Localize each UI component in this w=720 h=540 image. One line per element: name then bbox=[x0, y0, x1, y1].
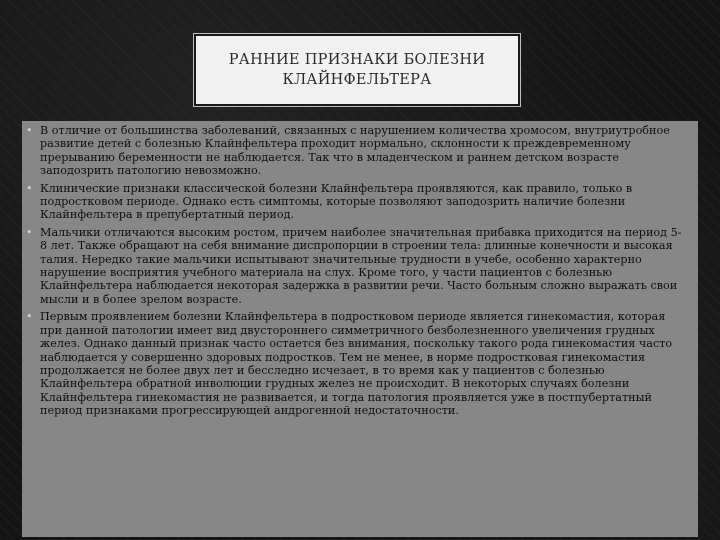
bullet-text: В отличие от большинства заболеваний, связанных с нарушением количества хромосом, внутриутробное развитие детей с болезнью Клайнфельтера проходит нормально, склонности к преждевременному прерыванию беременности не наблюдается. Так что в младенческом и раннем детском возрасте заподозрить патологию невозможно. bbox=[40, 124, 670, 178]
bullet-item bbox=[26, 310, 684, 418]
bullet-dot-icon: • bbox=[26, 181, 33, 195]
bullet-item bbox=[26, 225, 684, 306]
bullet-item bbox=[26, 124, 684, 178]
bullet-item bbox=[26, 181, 684, 222]
bullet-dot-icon: • bbox=[26, 225, 33, 239]
slide-title: РАННИЕ ПРИЗНАКИ БОЛЕЗНИ КЛАЙНФЕЛЬТЕРА bbox=[228, 52, 486, 88]
content-panel bbox=[22, 121, 698, 537]
bullet-list bbox=[26, 124, 684, 418]
bullet-text: Первым проявлением болезни Клайнфельтера в подростковом периоде является гинекомастия, которая при данной патологии имеет вид двустороннего симметричного безболезненного увеличения грудных желез. Однако данный признак часто остается без внимания, поскольку такого рода гинекомастия часто наблюдается у совершенно здоровых подростков. Тем не менее, в норме подростковая гинекомастия продолжается не более двух лет и бесследно исчезает, в то время как у пациентов с болезнью Клайнфельтера обратной инволюции грудных желез не происходит. В некоторых случаях болезни Клайнфельтера гинекомастия не развивается, и тогда патология проявляется уже в постпубертатный период признаками прогрессирующей андрогенной недостаточности. bbox=[40, 310, 673, 418]
bullet-text: Мальчики отличаются высоким ростом, причем наиболее значительная прибавка приходится на период 5-8 лет. Также обращают на себя внимание диспропорции в строении тела: длинные конечности и высокая талия. Нередко такие мальчики испытывают значительные трудности в учебе, особенно характерно нарушение восприятия учебного материала на слух. Кроме того, у части пациентов с болезнью Клайнфельтера наблюдается некоторая задержка в развитии речи. Часто больным сложно выражать свои мысли и в более зрелом возрасте. bbox=[40, 225, 682, 306]
bullet-text: Клинические признаки классической болезни Клайнфельтера проявляются, как правило, только в подростковом периоде. Однако есть симптомы, которые позволяют заподозрить наличие болезни Клайнфельтера в препубертатный период. bbox=[40, 181, 633, 222]
bullet-dot-icon: • bbox=[26, 124, 33, 137]
title-box bbox=[196, 36, 518, 104]
bullet-dot-icon: • bbox=[26, 310, 33, 324]
